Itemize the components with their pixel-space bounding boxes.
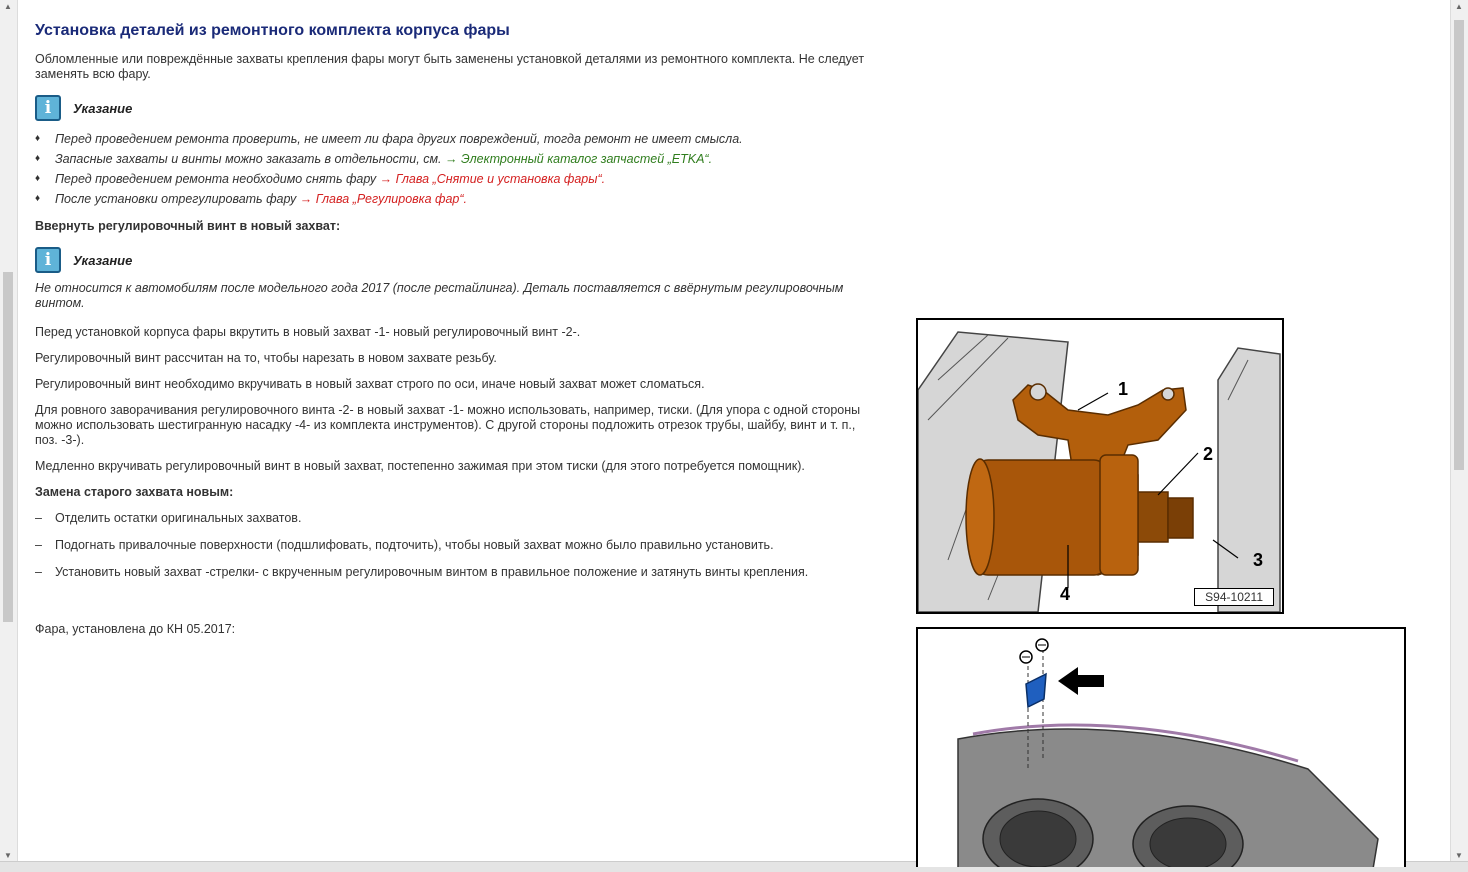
headlight-adjust-link[interactable]: → Глава „Регулировка фар“. — [299, 192, 467, 206]
list-item: – Отделить остатки оригинальных захватов. — [35, 511, 302, 525]
right-scroll-thumb[interactable] — [1454, 20, 1464, 470]
diamond-bullet-icon: ♦ — [35, 153, 41, 164]
etka-link[interactable]: → Электронный каталог запчастей „ETKA“. — [444, 152, 713, 166]
note-header — [35, 245, 875, 275]
list-item: ♦ После установки отрегулировать фару → Глава „Регулировка фар“. — [35, 189, 875, 209]
note-text: Не относится к автомобилям после модельного года 2017 (после рестайлинга). Деталь поставляется с ввёрнутым регулировочным винтом. — [35, 281, 844, 310]
info-icon: i — [35, 247, 61, 273]
callout-label: 3 — [1253, 550, 1264, 570]
list-item: ♦ Запасные захваты и винты можно заказать в отдельности, см. → Электронный каталог запчастей „ETKA“. — [35, 149, 875, 169]
figure-id-label: S94-10211 — [1194, 588, 1274, 606]
left-scroll-thumb[interactable] — [3, 272, 13, 622]
scroll-up-icon[interactable]: ▲ — [1455, 2, 1463, 11]
headlight-illustration — [918, 629, 1404, 867]
figure-headlight — [916, 627, 1406, 867]
info-icon: i — [35, 95, 61, 121]
scroll-down-icon[interactable]: ▼ — [1455, 851, 1463, 860]
paragraph: Медленно вкручивать регулировочный винт в новый захват, постепенно зажимая при этом тиски (для этого потребуется помощник). — [35, 459, 805, 473]
screw-icon — [1020, 651, 1032, 663]
screw-icon — [1036, 639, 1048, 651]
diamond-bullet-icon: ♦ — [35, 133, 41, 144]
intro-paragraph: Обломленные или повреждённые захваты крепления фары могут быть заменены установкой деталями из ремонтного комплекта. Не следует заменять всю фару. — [35, 52, 865, 81]
list-item: ♦ Перед проведением ремонта проверить, не имеет ли фара других повреждений, тогда ремонт не имеет смысла. — [35, 129, 875, 149]
paragraph: Регулировочный винт необходимо вкручивать в новый захват строго по оси, иначе новый захват может сломаться. — [35, 377, 705, 391]
paragraph: Перед установкой корпуса фары вкрутить в новый захват -1- новый регулировочный винт -2-. — [35, 325, 581, 339]
clamp-illustration — [918, 320, 1282, 612]
scroll-down-icon[interactable]: ▼ — [4, 851, 12, 860]
page-title: Установка деталей из ремонтного комплекта корпуса фары — [35, 22, 510, 39]
subheading: Ввернуть регулировочный винт в новый захват: — [35, 219, 341, 233]
figure-clamp-screw — [916, 318, 1284, 614]
paragraph: Регулировочный винт рассчитан на то, чтобы нарезать в новом захвате резьбу. — [35, 351, 497, 365]
note-title: Указание — [73, 100, 133, 116]
subheading: Замена старого захвата новым: — [35, 485, 234, 499]
list-item: – Установить новый захват -стрелки- с вкрученным регулировочным винтом в правильное положение и затянуть винты крепления. — [35, 565, 809, 579]
right-scrollbar[interactable] — [1450, 0, 1468, 862]
callout-label: 4 — [1060, 584, 1071, 604]
figure-caption: Фара, установлена до КН 05.2017: — [35, 622, 236, 636]
repair-clip — [1026, 674, 1046, 707]
headlight-removal-link[interactable]: → Глава „Снятие и установка фары“. — [379, 172, 606, 186]
paragraph: Для ровного заворачивания регулировочного винта -2- в новый захват -1- можно использовать, например, тиски. (Для упора с одной стороны можно использовать шестигранную насадку -4- из комплекта инструментов). С другой стороны подложить отрезок трубы, шайбу, винт и т. п., поз. -3-). — [35, 403, 861, 447]
left-scrollbar[interactable] — [0, 0, 18, 862]
note-header — [35, 93, 875, 123]
callout-label: 1 — [1118, 379, 1129, 399]
list-item: ♦ Перед проведением ремонта необходимо снять фару → Глава „Снятие и установка фары“. — [35, 169, 875, 189]
steps-list — [35, 511, 875, 580]
list-item: – Подогнать привалочные поверхности (подшлифовать, подточить), чтобы новый захват можно было правильно установить. — [35, 538, 774, 552]
diamond-bullet-icon: ♦ — [35, 173, 41, 184]
callout-label: 2 — [1203, 444, 1214, 464]
diamond-bullet-icon: ♦ — [35, 193, 41, 204]
arrow-left-icon — [1058, 667, 1104, 695]
document-body — [35, 22, 875, 648]
note-title: Указание — [73, 252, 133, 268]
note-list — [35, 129, 875, 209]
scroll-up-icon[interactable]: ▲ — [4, 2, 12, 11]
